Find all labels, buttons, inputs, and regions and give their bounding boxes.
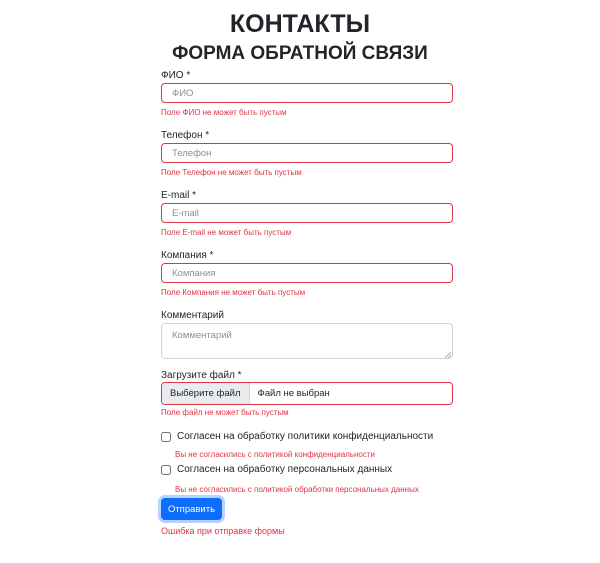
personal-data-consent-checkbox[interactable] — [161, 465, 171, 475]
fio-label-text: ФИО — [161, 70, 184, 81]
personal-data-consent-label: Согласен на обработку персональных данных — [177, 464, 393, 475]
email-error: Поле E-mail не может быть пустым — [161, 228, 292, 237]
phone-label — [161, 130, 455, 142]
page-subtitle: ФОРМА ОБРАТНОЙ СВЯЗИ — [172, 43, 428, 64]
form-submit-error: Ошибка при отправке формы — [161, 526, 285, 536]
phone-input[interactable] — [161, 143, 453, 163]
file-label-text: Загрузите файл — [161, 370, 235, 381]
company-input[interactable] — [161, 263, 453, 283]
email-label-text: E-mail — [161, 190, 190, 201]
personal-data-consent-error: Вы не согласились с политикой обработки персональных данных — [175, 485, 419, 494]
privacy-consent-error: Вы не согласились с политикой конфиденциальности — [175, 450, 375, 459]
company-error: Поле Компания не может быть пустым — [161, 288, 306, 297]
submit-button[interactable]: Отправить — [161, 498, 222, 520]
phone-group — [161, 130, 455, 177]
choose-file-button[interactable]: Выберите файл — [162, 383, 250, 404]
fio-error: Поле ФИО не может быть пустым — [161, 108, 287, 117]
fio-group — [161, 70, 455, 117]
email-label — [161, 190, 455, 202]
personal-data-consent-row — [161, 464, 392, 476]
file-group — [161, 370, 455, 417]
company-group — [161, 250, 455, 297]
file-label — [161, 370, 455, 382]
email-input[interactable] — [161, 203, 453, 223]
email-group — [161, 190, 455, 237]
privacy-consent-label: Согласен на обработку политики конфиденциальности — [177, 431, 434, 442]
privacy-consent-checkbox[interactable] — [161, 432, 171, 442]
company-required-mark: * — [209, 250, 214, 261]
textarea-resize-grip-icon[interactable] — [445, 352, 451, 358]
file-required-mark: * — [237, 370, 242, 381]
company-label-text: Компания — [161, 250, 207, 261]
comment-textarea[interactable] — [161, 323, 453, 359]
file-input[interactable] — [161, 382, 453, 405]
email-required-mark: * — [192, 190, 197, 201]
phone-label-text: Телефон — [161, 130, 203, 141]
file-error: Поле файл не может быть пустым — [161, 408, 289, 417]
fio-input[interactable] — [161, 83, 453, 103]
fio-required-mark: * — [186, 70, 191, 81]
company-label — [161, 250, 455, 262]
phone-error: Поле Телефон не может быть пустым — [161, 168, 302, 177]
phone-required-mark: * — [205, 130, 210, 141]
comment-group — [161, 310, 455, 322]
privacy-consent-row — [161, 431, 433, 443]
fio-label — [161, 70, 455, 82]
comment-label: Комментарий — [161, 310, 224, 321]
page-title: КОНТАКТЫ — [229, 10, 371, 38]
file-status: Файл не выбран — [257, 388, 330, 399]
